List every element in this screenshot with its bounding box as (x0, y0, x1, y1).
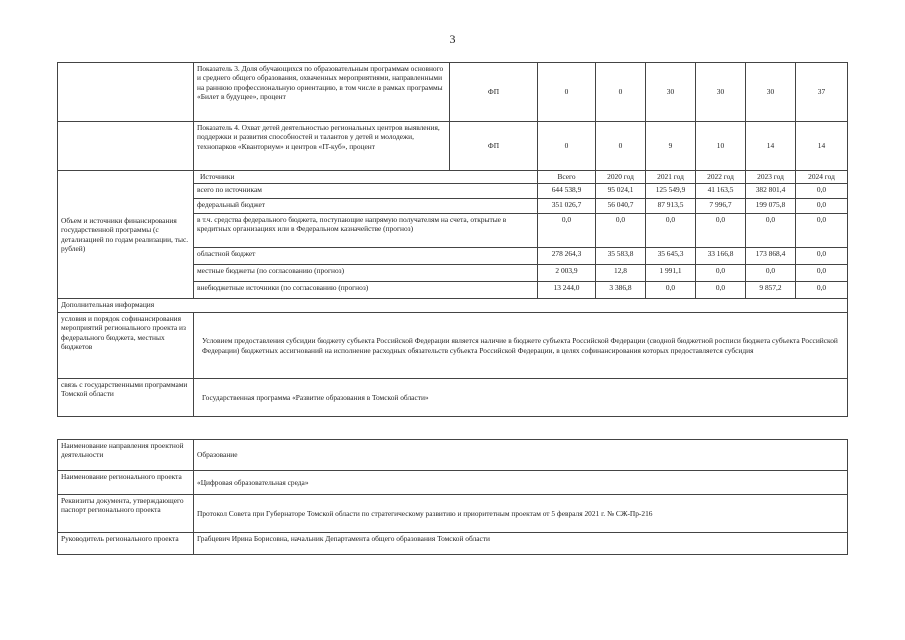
indicator-value: 14 (796, 122, 848, 171)
finance-value: 0,0 (596, 214, 646, 248)
finance-value: 56 040,7 (596, 199, 646, 214)
finance-value: 95 024,1 (596, 184, 646, 199)
project-info-row (58, 533, 848, 555)
finance-value: 12,8 (596, 265, 646, 282)
indicator-value: 0 (538, 63, 596, 122)
finance-value: 0,0 (696, 282, 746, 299)
project-info-row (58, 471, 848, 495)
finance-value: 644 538,9 (538, 184, 596, 199)
finance-value: 3 386,8 (596, 282, 646, 299)
indicator-value: 0 (596, 122, 646, 171)
finance-header: 2024 год (796, 171, 848, 184)
project-info-label: Наименование регионального проекта (58, 471, 194, 495)
project-info-value: Грабцевич Ирина Борисовна, начальник Департамента общего образования Томской области (194, 533, 848, 555)
finance-value: 13 244,0 (538, 282, 596, 299)
finance-value: 1 991,1 (646, 265, 696, 282)
finance-value: 35 583,8 (596, 248, 646, 265)
finance-value: 33 166,8 (696, 248, 746, 265)
finance-value: 0,0 (796, 248, 848, 265)
project-info-table (57, 439, 848, 555)
finance-value: 41 163,5 (696, 184, 746, 199)
finance-source: федеральный бюджет (194, 199, 538, 214)
finance-value: 0,0 (746, 265, 796, 282)
finance-source: в т.ч. средства федерального бюджета, поступающие напрямую получателям на счета, открытые в кредитных организациях или в Федеральном казначействе (прогноз) (194, 214, 538, 248)
indicator-value: 9 (646, 122, 696, 171)
finance-value: 382 801,4 (746, 184, 796, 199)
finance-header: 2020 год (596, 171, 646, 184)
finance-header: 2022 год (696, 171, 746, 184)
indicator-type: ФП (450, 63, 538, 122)
state-program-label: связь с государственными программами Томской области (58, 379, 194, 417)
additional-info-heading: Дополнительная информация (58, 299, 848, 313)
finance-header: Всего (538, 171, 596, 184)
finance-value: 0,0 (696, 265, 746, 282)
project-info-label: Реквизиты документа, утверждающего паспорт регионального проекта (58, 495, 194, 533)
finance-value: 351 026,7 (538, 199, 596, 214)
finance-value: 87 913,5 (646, 199, 696, 214)
cofinancing-label: условия и порядок софинансирования мероприятий регионального проекта из федерального бюджета, местных бюджетов (58, 313, 194, 379)
finance-value: 9 857,2 (746, 282, 796, 299)
indicator-text: Показатель 3. Доля обучающихся по образовательным программам основного и среднего общего образования, охваченных мероприятиями, направленными на раннюю профессиональную ориентацию, в том числе в рамках программы «Билет в будущее», процент (194, 63, 450, 122)
project-info-value: Образование (194, 440, 848, 471)
indicator-type: ФП (450, 122, 538, 171)
finance-header: 2023 год (746, 171, 796, 184)
finance-source: областной бюджет (194, 248, 538, 265)
indicator-value: 30 (646, 63, 696, 122)
cofinancing-row (58, 313, 848, 379)
indicator-value: 30 (746, 63, 796, 122)
finance-source: внебюджетные источники (по согласованию (прогноз) (194, 282, 538, 299)
state-program-text: Государственная программа «Развитие образования в Томской области» (194, 379, 848, 417)
project-info-row (58, 495, 848, 533)
finance-value: 0,0 (646, 282, 696, 299)
finance-value: 7 996,7 (696, 199, 746, 214)
finance-header-row (58, 171, 848, 184)
project-info-label: Наименование направления проектной деятельности (58, 440, 194, 471)
indicator-text: Показатель 4. Охват детей деятельностью региональных центров выявления, поддержки и развития способностей и талантов у детей и молодежи, технопарков «Кванториум» и центров «IT-куб», процент (194, 122, 450, 171)
finance-value: 0,0 (646, 214, 696, 248)
indicator-value: 0 (538, 122, 596, 171)
finance-value: 0,0 (538, 214, 596, 248)
finance-source: всего по источникам (194, 184, 538, 199)
project-info-label: Руководитель регионального проекта (58, 533, 194, 555)
indicator-row (58, 63, 848, 122)
project-info-value: Протокол Совета при Губернаторе Томской области по стратегическому развитию и приоритетным проектам от 5 февраля 2021 г. № СЖ-Пр-216 (194, 495, 848, 533)
finance-label: Объем и источники финансирования государственной программы (с детализацией по годам реализации, тыс. рублей) (58, 171, 194, 299)
finance-value: 35 645,3 (646, 248, 696, 265)
finance-value: 0,0 (796, 184, 848, 199)
project-info-row (58, 440, 848, 471)
finance-value: 199 075,8 (746, 199, 796, 214)
empty-cell (58, 122, 194, 171)
finance-value: 0,0 (796, 265, 848, 282)
finance-value: 0,0 (796, 199, 848, 214)
finance-value: 278 264,3 (538, 248, 596, 265)
indicator-value: 30 (696, 63, 746, 122)
page-number: 3 (449, 32, 456, 46)
finance-value: 0,0 (796, 214, 848, 248)
project-info-value: «Цифровая образовательная среда» (194, 471, 848, 495)
indicator-row (58, 122, 848, 171)
empty-cell (58, 63, 194, 122)
finance-value: 2 003,9 (538, 265, 596, 282)
passport-table (57, 62, 848, 417)
indicator-value: 0 (596, 63, 646, 122)
additional-info-row (58, 299, 848, 313)
indicator-value: 14 (746, 122, 796, 171)
finance-value: 0,0 (796, 282, 848, 299)
finance-source: местные бюджеты (по согласованию (прогноз) (194, 265, 538, 282)
indicator-value: 10 (696, 122, 746, 171)
state-program-row (58, 379, 848, 417)
indicator-value: 37 (796, 63, 848, 122)
finance-header-sources: Источники (194, 171, 538, 184)
finance-value: 0,0 (746, 214, 796, 248)
finance-header: 2021 год (646, 171, 696, 184)
finance-value: 0,0 (696, 214, 746, 248)
cofinancing-text: Условием предоставления субсидии бюджету субъекта Российской Федерации является наличие в бюджете субъекта Российской Федерации (сводной бюджетной росписи бюджета субъекта Российской Федерации) бюджетных ассигнований на исполнение расходных обязательств субъекта Российской Федерации, в целях софинансирования которых предоставляется субсидия (194, 313, 848, 379)
finance-value: 173 868,4 (746, 248, 796, 265)
finance-value: 125 549,9 (646, 184, 696, 199)
